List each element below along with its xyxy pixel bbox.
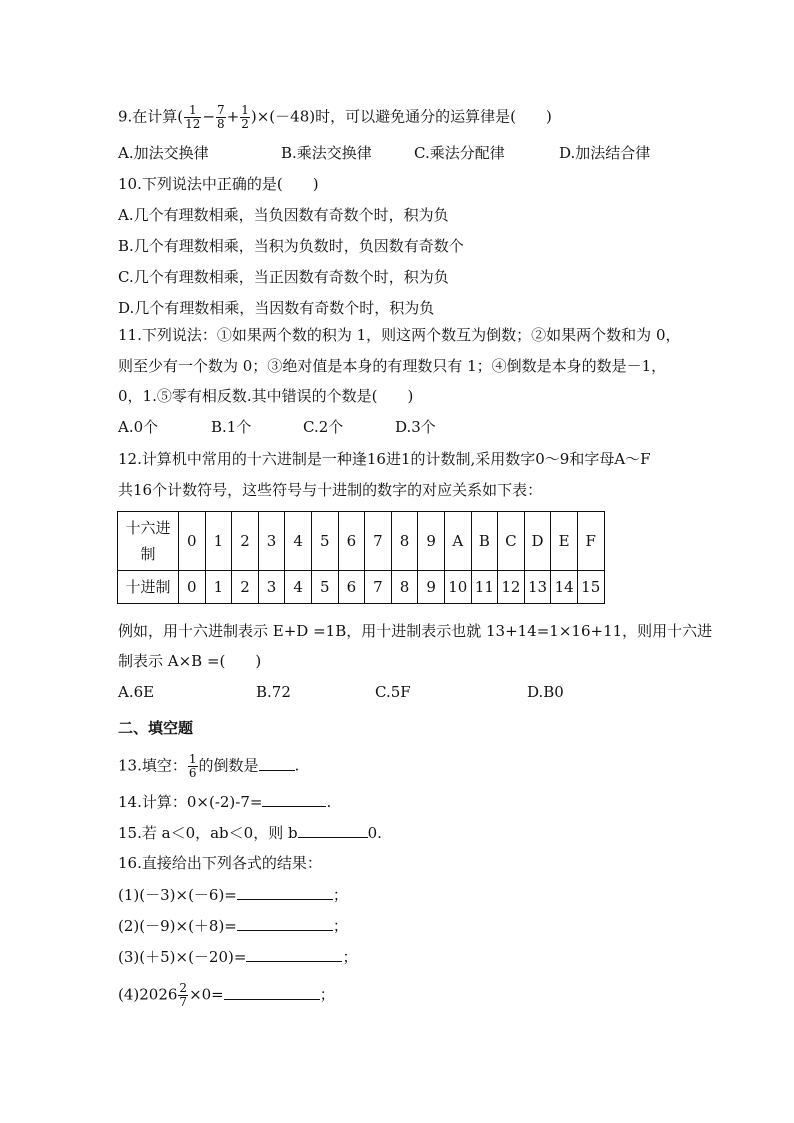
question-16-stem: 16.直接给出下列各式的结果： xyxy=(118,854,322,872)
question-14: 14.计算：0×(-2)-7= . xyxy=(118,793,332,811)
question-11-line-1: 11.下列说法：①如果两个数的积为 1，则这两个数互为倒数；②如果两个数和为 0， xyxy=(118,326,681,344)
decimal-cell: 5 xyxy=(311,571,338,604)
hex-cell: 6 xyxy=(338,512,365,571)
q10-option-a: A.几个有理数相乘，当负因数有奇数个时，积为负 xyxy=(118,206,449,224)
decimal-cell: 15 xyxy=(577,571,604,604)
hex-cell: 4 xyxy=(285,512,312,571)
q16-item-2: (2)(－9)×(＋8)= ； xyxy=(118,917,348,935)
hex-cell: 5 xyxy=(311,512,338,571)
q16-item-3-blank[interactable] xyxy=(246,946,342,962)
decimal-cell: 9 xyxy=(418,571,445,604)
q12-option-c: C.5F xyxy=(375,683,411,701)
hex-cell: B xyxy=(471,512,498,571)
question-12-example-line-2: 制表示 A×B =( ) xyxy=(118,652,262,670)
q13-suffix: 的倒数是 xyxy=(198,756,259,775)
decimal-cell: 12 xyxy=(498,571,525,604)
decimal-cell: 10 xyxy=(444,571,471,604)
question-10-stem: 10.下列说法中正确的是( ) xyxy=(118,175,319,193)
q12-option-a: A.6E xyxy=(118,683,155,701)
decimal-cell: 2 xyxy=(232,571,259,604)
decimal-cell: 7 xyxy=(365,571,392,604)
hex-cell: E xyxy=(551,512,578,571)
hex-cell: 7 xyxy=(365,512,392,571)
section-2-heading: 二、填空题 xyxy=(118,719,194,737)
question-12-line-2: 共16个计数符号，这些符号与十进制的数字的对应关系如下表： xyxy=(118,481,543,499)
decimal-cell: 6 xyxy=(338,571,365,604)
q11-option-c: C.2个 xyxy=(303,418,344,436)
decimal-cell: 3 xyxy=(258,571,285,604)
q14-answer-blank[interactable] xyxy=(262,791,326,807)
hex-row xyxy=(118,512,605,571)
decimal-cell: 8 xyxy=(391,571,418,604)
q9-suffix: )×(－48)时，可以避免通分的运算律是( ) xyxy=(250,107,552,126)
fraction-1-12: $\frac{1}{12}$ xyxy=(185,103,201,131)
q13-prefix: 13.填空： xyxy=(118,756,187,775)
q14-text: 14.计算：0×(-2)-7= xyxy=(118,793,263,811)
q9-option-c: C.乘法分配律 xyxy=(414,144,505,162)
question-12-example-line-1: 例如，用十六进制表示 E+D =1B，用十进制表示也就 13+14=1×16+11，则用十六进 xyxy=(118,622,713,640)
q9-prefix: 9.在计算( xyxy=(118,107,184,126)
q16-item-4: (4)2026 $\frac{2}{7}$ ×0= ； xyxy=(118,981,335,1009)
question-12-line-1: 12.计算机中常用的十六进制是一种逢16进1的计数制,采用数字0～9和字母A～F xyxy=(118,450,651,468)
q10-option-d: D.几个有理数相乘，当因数有奇数个时，积为负 xyxy=(118,299,435,317)
hex-row-header: 十六进 制 xyxy=(118,512,179,571)
decimal-cell: 11 xyxy=(471,571,498,604)
question-15: 15.若 a＜0，ab＜0，则 b 0. xyxy=(118,824,382,842)
q9-option-a: A.加法交换律 xyxy=(118,144,209,162)
q9-option-d: D.加法结合律 xyxy=(559,144,651,162)
decimal-cell: 13 xyxy=(524,571,551,604)
q15-text: 15.若 a＜0，ab＜0，则 b xyxy=(118,824,298,842)
hex-cell: 2 xyxy=(232,512,259,571)
q16-item-1: (1)(－3)×(－6)= ； xyxy=(118,886,348,904)
q12-option-b: B.72 xyxy=(256,683,291,701)
hex-cell: C xyxy=(498,512,525,571)
fraction-2-7: $\frac{2}{7}$ xyxy=(179,981,188,1009)
question-11-line-2: 则至少有一个数为 0；③绝对值是本身的有理数只有 1；④倒数是本身的数是－1， xyxy=(118,357,667,375)
decimal-cell: 0 xyxy=(179,571,206,604)
q16-item-4-blank[interactable] xyxy=(224,984,320,1000)
q16-item-1-blank[interactable] xyxy=(237,884,333,900)
hex-cell: A xyxy=(444,512,471,571)
q9-minus: − xyxy=(202,107,216,126)
question-9-stem xyxy=(118,104,552,131)
q16-item-2-blank[interactable] xyxy=(237,915,333,931)
decimal-row xyxy=(118,571,605,604)
fraction-7-8: $\frac{7}{8}$ xyxy=(217,103,225,131)
fraction-1-2: $\frac{1}{2}$ xyxy=(241,103,249,131)
q16-item-3: (3)(＋5)×(－20)= ； xyxy=(118,948,358,966)
q13-answer-blank[interactable] xyxy=(259,755,295,771)
hex-cell: 1 xyxy=(205,512,232,571)
hex-cell: 0 xyxy=(179,512,206,571)
q11-option-b: B.1个 xyxy=(211,418,252,436)
decimal-row-header: 十进制 xyxy=(118,571,179,604)
q11-option-a: A.0个 xyxy=(118,418,159,436)
q9-option-b: B.乘法交换律 xyxy=(281,144,372,162)
q12-option-d: D.B0 xyxy=(527,683,564,701)
hex-cell: 3 xyxy=(258,512,285,571)
decimal-cell: 1 xyxy=(205,571,232,604)
q11-option-d: D.3个 xyxy=(395,418,436,436)
fraction-1-6: $\frac{1}{6}$ xyxy=(188,752,197,780)
hex-cell: D xyxy=(524,512,551,571)
hex-decimal-table xyxy=(117,511,605,604)
q15-answer-blank[interactable] xyxy=(298,822,368,838)
q9-plus: + xyxy=(226,107,240,126)
hex-cell: 8 xyxy=(391,512,418,571)
q10-option-c: C.几个有理数相乘，当正因数有奇数个时，积为负 xyxy=(118,268,449,286)
q10-option-b: B.几个有理数相乘，当积为负数时，负因数有奇数个 xyxy=(118,237,464,255)
hex-cell: F xyxy=(577,512,604,571)
decimal-cell: 14 xyxy=(551,571,578,604)
hex-cell: 9 xyxy=(418,512,445,571)
question-13: 13.填空： $\frac{1}{6}$ 的倒数是 . xyxy=(118,752,300,780)
question-11-line-3: 0，1.⑤零有相反数.其中错误的个数是( ) xyxy=(118,387,414,405)
decimal-cell: 4 xyxy=(285,571,312,604)
